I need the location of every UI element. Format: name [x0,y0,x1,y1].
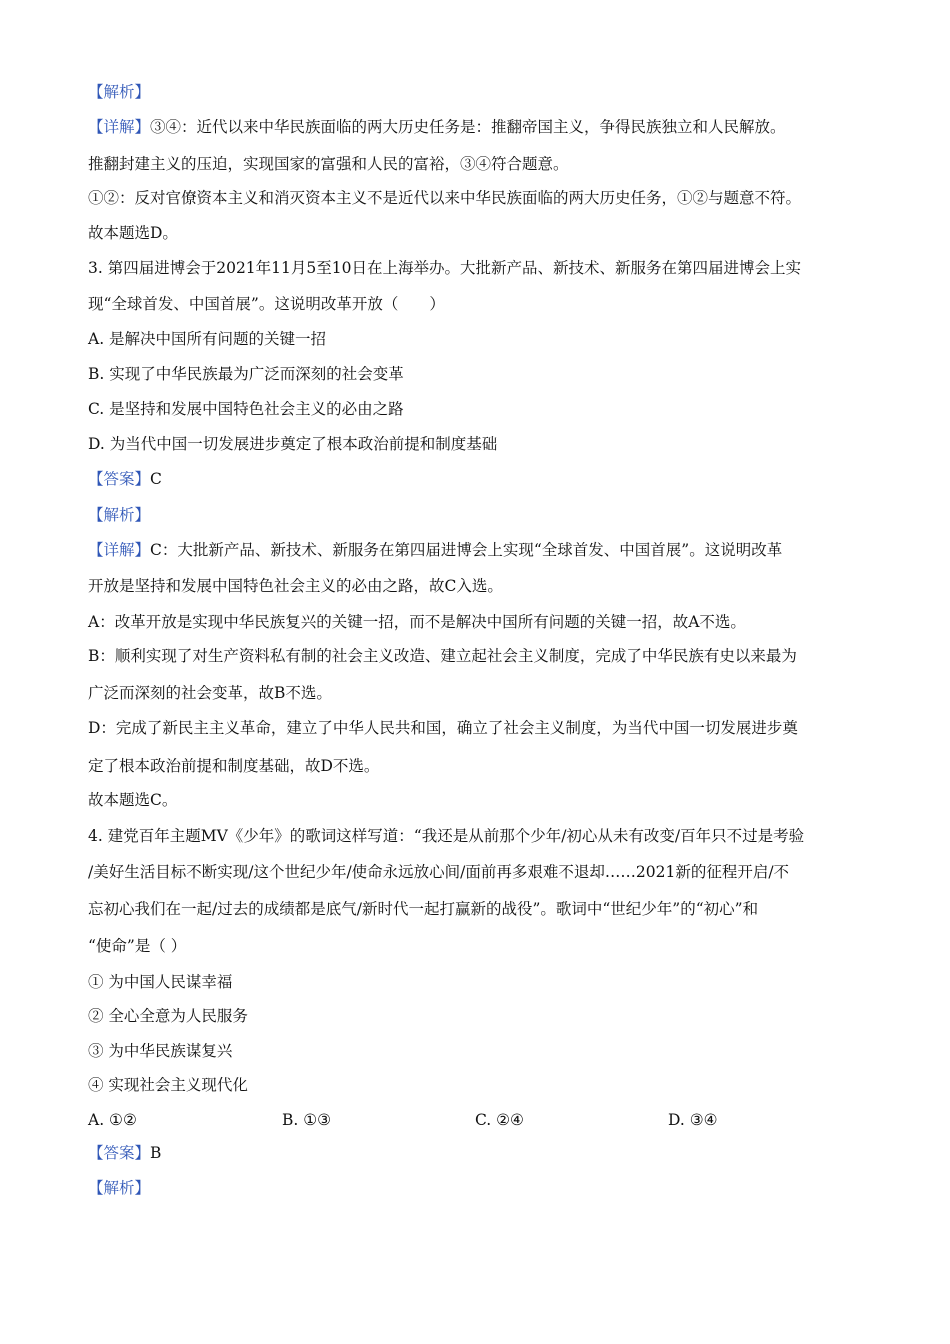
q3-stem-line-1: 3. 第四届进博会于2021年11月5至10日在上海举办。大批新产品、新技术、新服务在第四届进博会上实 [88,259,801,277]
q4-stem-line-1: 4. 建党百年主题MV《少年》的歌词这样写道：“我还是从前那个少年/初心从未有改变/百年只不过是考验 [88,827,805,845]
q3-option-d: D. 为当代中国一切发展进步奠定了根本政治前提和制度基础 [88,435,498,453]
q3-answer [88,469,162,489]
q4-answer-value: B [150,1144,162,1162]
q3-note-d-line-1: D：完成了新民主主义革命，建立了中华人民共和国，确立了社会主义制度，为当代中国一切发展进步奠 [88,719,798,737]
q3-detail-tag: 【详解】 [88,541,151,559]
q4-item-2: ② 全心全意为人民服务 [88,1007,248,1025]
q2-detail-line-2: 推翻封建主义的压迫，实现国家的富强和人民的富裕，③④符合题意。 [88,155,569,173]
q3-note-a: A：改革开放是实现中华民族复兴的关键一招，而不是解决中国所有问题的关键一招，故A不选。 [88,613,746,631]
q4-answer [88,1143,161,1163]
q4-stem-line-3: 忘初心我们在一起/过去的成绩都是底气/新时代一起打赢新的战役”。歌词中“世纪少年”的“初心”和 [88,900,759,918]
q3-detail-line-2: 开放是坚持和发展中国特色社会主义的必由之路，故C入选。 [88,577,503,595]
q3-option-c: C. 是坚持和发展中国特色社会主义的必由之路 [88,400,404,418]
q3-analysis-tag: 【解析】 [88,506,151,524]
q4-item-1: ① 为中国人民谋幸福 [88,973,233,991]
q2-line-3: ①②：反对官僚资本主义和消灭资本主义不是近代以来中华民族面临的两大历史任务，①②与题意不符。 [88,189,802,207]
q4-analysis-tag: 【解析】 [88,1179,151,1197]
q4-choice-b: B. ①③ [282,1111,332,1129]
q3-note-b-line-2: 广泛而深刻的社会变革，故B不选。 [88,684,332,702]
q4-answer-tag: 【答案】 [88,1144,151,1162]
q3-note-b-line-1: B：顺利实现了对生产资料私有制的社会主义改造、建立起社会主义制度，完成了中华民族有史以来最为 [88,647,797,665]
q4-choice-c: C. ②④ [475,1111,524,1129]
q3-conclusion: 故本题选C。 [88,791,178,809]
q3-answer-tag: 【答案】 [88,470,151,488]
q3-option-a: A. 是解决中国所有问题的关键一招 [88,330,327,348]
q2-conclusion: 故本题选D。 [88,224,178,242]
q3-note-d-line-2: 定了根本政治前提和制度基础，故D不选。 [88,757,380,775]
q2-detail-tag: 【详解】 [88,118,151,136]
q3-stem-line-2: 现“全球首发、中国首展”。这说明改革开放（ ） [88,295,445,313]
q4-item-4: ④ 实现社会主义现代化 [88,1076,248,1094]
q2-detail-line-1: 【详解】③④：近代以来中华民族面临的两大历史任务是：推翻帝国主义，争得民族独立和人民解放。 [88,118,786,136]
q3-option-b: B. 实现了中华民族最为广泛而深刻的社会变革 [88,365,404,383]
q2-analysis-tag: 【解析】 [88,83,151,101]
q4-stem-line-4: “使命”是（ ） [88,937,187,955]
q4-stem-line-2: /美好生活目标不断实现/这个世纪少年/使命永远放心间/面前再多艰难不退却……2021新的征程开启/不 [88,863,790,881]
q4-item-3: ③ 为中华民族谋复兴 [88,1042,233,1060]
q4-choice-d: D. ③④ [668,1111,718,1129]
q3-answer-value: C [150,470,162,488]
q4-choice-a: A. ①② [88,1111,137,1129]
q3-detail-line-1: 【详解】C：大批新产品、新技术、新服务在第四届进博会上实现“全球首发、中国首展”。这说明改革 [88,541,783,559]
